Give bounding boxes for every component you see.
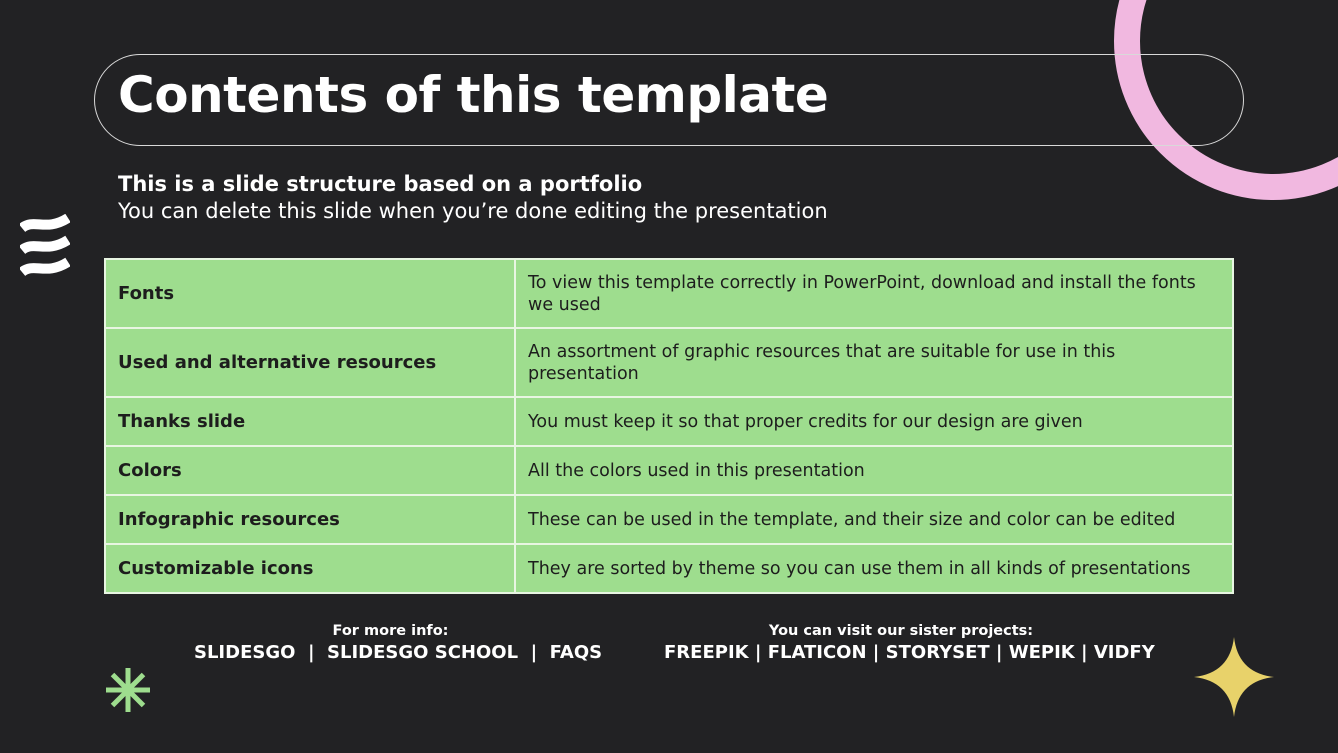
row-label: Fonts bbox=[105, 259, 515, 328]
subtitle-bold: This is a slide structure based on a portfolio bbox=[118, 172, 643, 196]
row-description: You must keep it so that proper credits for our design are given bbox=[515, 397, 1233, 446]
table-row bbox=[105, 397, 1233, 446]
sister-projects-links[interactable]: FREEPIK | FLATICON | STORYSET | WEPIK | VIDFY bbox=[664, 642, 1155, 663]
wave-lines-icon bbox=[20, 214, 70, 280]
row-description: These can be used in the template, and their size and color can be edited bbox=[515, 495, 1233, 544]
more-info-label: For more info: bbox=[332, 623, 449, 639]
row-label: Colors bbox=[105, 446, 515, 495]
table-row bbox=[105, 328, 1233, 397]
table-row bbox=[105, 495, 1233, 544]
table-row bbox=[105, 259, 1233, 328]
row-label: Used and alternative resources bbox=[105, 328, 515, 397]
sister-projects-label: You can visit our sister projects: bbox=[768, 623, 1034, 639]
row-description: They are sorted by theme so you can use them in all kinds of presentations bbox=[515, 544, 1233, 593]
page-title: Contents of this template bbox=[118, 66, 829, 124]
asterisk-icon bbox=[104, 666, 152, 714]
row-description: To view this template correctly in PowerPoint, download and install the fonts we used bbox=[515, 259, 1233, 328]
table-row bbox=[105, 544, 1233, 593]
four-point-star-icon bbox=[1193, 636, 1275, 718]
footer-more-info bbox=[194, 622, 603, 665]
subtitle-regular: You can delete this slide when you’re done editing the presentation bbox=[118, 199, 828, 223]
row-description: All the colors used in this presentation bbox=[515, 446, 1233, 495]
contents-table bbox=[104, 258, 1234, 594]
footer-sister-projects bbox=[664, 622, 1155, 665]
row-description: An assortment of graphic resources that are suitable for use in this presentation bbox=[515, 328, 1233, 397]
row-label: Infographic resources bbox=[105, 495, 515, 544]
table-row bbox=[105, 446, 1233, 495]
row-label: Thanks slide bbox=[105, 397, 515, 446]
row-label: Customizable icons bbox=[105, 544, 515, 593]
more-info-links[interactable]: SLIDESGO | SLIDESGO SCHOOL | FAQS bbox=[194, 642, 603, 663]
